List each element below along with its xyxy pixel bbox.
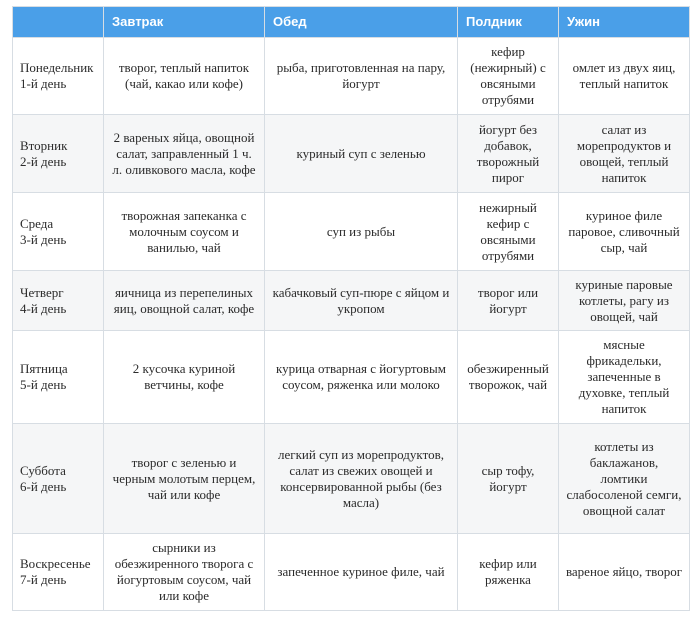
snack-cell: обезжиренный творожок, чай [458,331,559,424]
day-cell [13,331,104,424]
snack-cell: творог или йогурт [458,271,559,331]
snack-cell: нежирный кефир с овсяными отрубями [458,193,559,271]
header-lunch: Обед [265,7,458,38]
table-row [13,534,690,611]
dinner-cell: котлеты из баклажанов, ломтики слабосоленой семги, овощной салат [559,424,690,534]
day-number: 5-й день [20,377,67,392]
lunch-cell: рыба, приготовленная на пару, йогурт [265,38,458,115]
day-number: 6-й день [20,478,67,494]
table-row [13,38,690,115]
dinner-cell: куриные паровые котлеты, рагу из овощей, чай [559,271,690,331]
lunch-cell: кабачковый суп-пюре с яйцом и укропом [265,271,458,331]
snack-cell: кефир или ряженка [458,534,559,611]
snack-cell: йогурт без добавок, творожный пирог [458,115,559,193]
lunch-cell: курица отварная с йогуртовым соусом, ряженка или молоко [265,331,458,424]
breakfast-cell: творог, теплый напиток (чай, какао или кофе) [104,38,265,115]
breakfast-cell: сырники из обезжиренного творога с йогуртовым соусом, чай или кофе [104,534,265,611]
day-number: 3-й день [20,231,67,247]
day-cell [13,193,104,271]
lunch-cell: легкий суп из морепродуктов, салат из свежих овощей и консервированной рыбы (без масла) [265,424,458,534]
table-row [13,115,690,193]
breakfast-cell: творог с зеленью и черным молотым перцем, чай или кофе [104,424,265,534]
day-name: Вторник [20,137,68,153]
dinner-cell: омлет из двух яиц, теплый напиток [559,38,690,115]
day-name: Четверг [20,284,64,300]
snack-cell: сыр тофу, йогурт [458,424,559,534]
breakfast-cell: 2 кусочка куриной ветчины, кофе [104,331,265,424]
header-dinner: Ужин [559,7,690,38]
header-breakfast: Завтрак [104,7,265,38]
day-cell [13,38,104,115]
day-cell [13,534,104,611]
table-row [13,271,690,331]
day-number: 2-й день [20,153,67,169]
lunch-cell: куриный суп с зеленью [265,115,458,193]
diet-table [12,6,690,611]
day-cell [13,271,104,331]
day-name: Пятница [20,361,68,376]
dinner-cell: мясные фрикадельки, запеченные в духовке, теплый напиток [559,331,690,424]
table-row [13,193,690,271]
day-cell [13,115,104,193]
table-row [13,424,690,534]
day-name: Суббота [20,462,66,478]
day-number: 1-й день [20,76,67,91]
breakfast-cell: яичница из перепелиных яиц, овощной салат, кофе [104,271,265,331]
dinner-cell: салат из морепродуктов и овощей, теплый напиток [559,115,690,193]
dinner-cell: куриное филе паровое, сливочный сыр, чай [559,193,690,271]
day-name: Понедельник [20,60,94,75]
lunch-cell: запеченное куриное филе, чай [265,534,458,611]
breakfast-cell: творожная запеканка с молочным соусом и ванилью, чай [104,193,265,271]
day-cell [13,424,104,534]
breakfast-cell: 2 вареных яйца, овощной салат, заправленный 1 ч. л. оливкового масла, кофе [104,115,265,193]
header-row [13,7,690,38]
day-name: Среда [20,215,54,231]
dinner-cell: вареное яйцо, творог [559,534,690,611]
lunch-cell: суп из рыбы [265,193,458,271]
day-number: 4-й день [20,300,67,316]
table-row [13,331,690,424]
day-number: 7-й день [20,572,67,587]
snack-cell: кефир (нежирный) с овсяными отрубями [458,38,559,115]
header-day [13,7,104,38]
day-name: Воскресенье [20,556,91,571]
header-snack: Полдник [458,7,559,38]
